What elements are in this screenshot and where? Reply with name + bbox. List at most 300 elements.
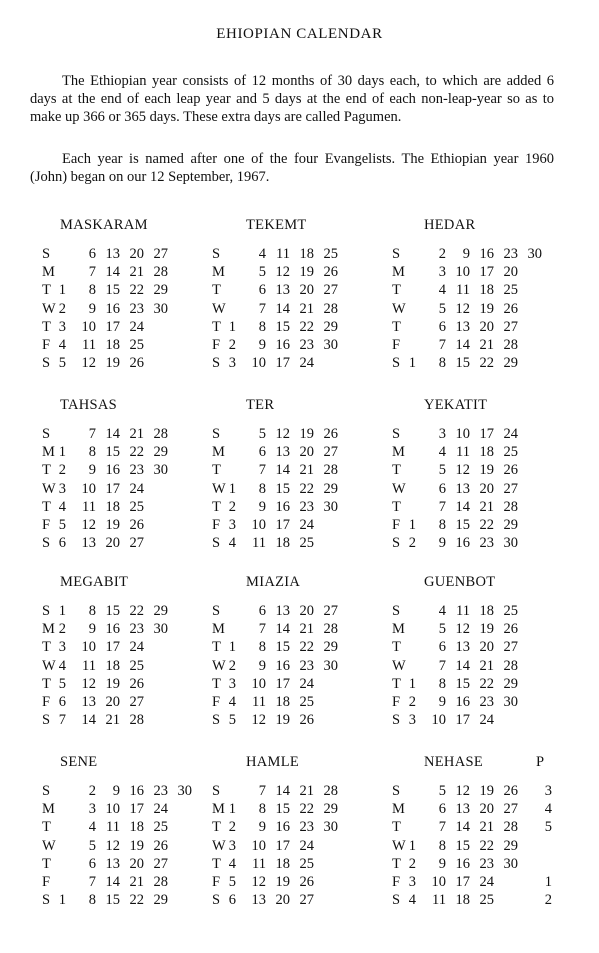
date-cell: 6 [258,282,266,299]
pagumen-day: 1 [544,874,552,890]
week-row [392,676,572,694]
date-cell: 19 [105,675,120,692]
date-cell: 5 [438,783,446,799]
weekday-label: F [392,517,401,533]
weekday-label: S [392,603,401,619]
date-cell: 3 [58,639,66,656]
week-row [42,264,222,282]
weekday-label: W [392,657,406,674]
date-cell: 18 [105,498,120,515]
date-cell: 15 [455,837,470,854]
date-cell: 28 [503,819,518,836]
date-cell: 2 [88,783,96,799]
date-cell: 30 [323,498,338,515]
weekday-label: T [392,819,401,836]
date-cell: 5 [228,874,236,890]
date-cell: 8 [438,837,446,854]
date-cell: 17 [479,264,494,281]
month-hedar [392,217,572,372]
date-cell: 18 [455,892,470,909]
date-cell: 10 [251,355,266,372]
date-cell: 8 [88,603,96,619]
date-cell: 24 [503,426,518,442]
date-cell: 1 [228,639,236,656]
date-cell: 5 [88,837,96,854]
date-cell: 16 [455,855,470,872]
week-row [212,712,392,730]
date-cell: 13 [105,246,120,262]
date-cell: 11 [252,855,266,872]
date-cell: 11 [252,694,266,710]
date-cell: 25 [299,535,314,552]
date-cell: 28 [153,426,168,442]
week-row [212,535,392,553]
date-cell: 6 [438,801,446,818]
date-cell: 4 [438,444,446,461]
date-cell: 15 [105,444,120,461]
weekday-label: T [212,282,221,299]
month-name: TAHSAS [60,397,118,413]
weekday-label: M [42,444,55,461]
weekday-label: S [392,535,401,552]
week-row [212,603,392,621]
date-cell: 11 [456,282,470,299]
date-cell: 5 [438,462,446,479]
weekday-label: T [212,498,221,515]
date-cell: 21 [299,621,314,638]
weekday-label: S [42,783,51,799]
date-cell: 29 [503,675,518,692]
date-cell: 20 [299,282,314,299]
week-row [212,426,392,444]
date-cell: 12 [105,837,120,854]
date-cell: 29 [503,355,518,372]
date-cell: 23 [129,462,144,479]
date-cell: 4 [58,337,66,353]
date-cell: 30 [323,819,338,836]
date-cell: 9 [258,337,266,353]
intro-paragraph: The Ethiopian year consists of 12 months of 30 days each, to which are added 6 days at the end of each leap year and 5 days at the end of each non-leap-year so as to make up 366 or 365 days. These extra days are called Pagumen. [30,73,554,125]
month-miazia [212,574,392,729]
date-cell: 4 [58,498,66,515]
date-cell: 29 [323,480,338,497]
date-cell: 30 [153,462,168,479]
date-cell: 8 [258,318,266,335]
date-cell: 21 [479,819,494,836]
date-cell: 12 [455,462,470,479]
date-cell: 8 [88,892,96,909]
week-row [392,337,572,355]
month-name: HAMLE [246,754,300,770]
date-cell: 10 [251,675,266,692]
date-cell: 30 [153,300,168,317]
date-cell: 16 [275,657,290,674]
date-cell: 1 [408,517,416,533]
weekday-label: S [392,355,401,372]
date-cell: 12 [455,300,470,317]
date-cell: 17 [105,639,120,656]
date-cell: 7 [88,426,96,442]
date-cell: 14 [81,712,96,729]
date-cell: 3 [88,801,96,818]
weekday-label: S [392,712,401,729]
date-cell: 30 [153,621,168,638]
date-cell: 17 [479,426,494,442]
date-cell: 24 [129,480,144,497]
pagumen-day: 2 [544,892,552,909]
date-cell: 14 [275,300,290,317]
date-cell: 2 [228,337,236,353]
date-cell: 9 [258,498,266,515]
week-row [392,694,572,712]
date-cell: 14 [105,874,120,890]
week-row [42,355,222,373]
weekday-label: M [42,264,55,281]
date-cell: 19 [479,462,494,479]
date-cell: 18 [299,246,314,262]
date-cell: 27 [153,855,168,872]
date-cell: 30 [323,657,338,674]
date-cell: 29 [153,603,168,619]
date-cell: 14 [455,819,470,836]
date-cell: 18 [479,603,494,619]
week-row [392,639,572,657]
date-cell: 13 [455,318,470,335]
week-row [42,517,222,535]
date-cell: 12 [251,874,266,890]
date-cell: 25 [503,282,518,299]
date-cell: 3 [228,517,236,533]
weekday-label: M [392,801,405,818]
weekday-label: S [392,426,401,442]
week-row [212,783,392,801]
date-cell: 29 [323,639,338,656]
date-cell: 21 [129,874,144,890]
month-name: YEKATIT [424,397,488,413]
weekday-label: S [42,246,51,262]
week-row [392,246,572,264]
week-row [212,874,392,892]
weekday-label: T [42,498,51,515]
date-cell: 9 [438,535,446,552]
date-cell: 25 [503,603,518,619]
date-cell: 7 [438,657,446,674]
date-cell: 18 [275,535,290,552]
date-cell: 28 [323,783,338,799]
week-row [42,535,222,553]
week-row [42,819,222,837]
weekday-label: T [392,675,401,692]
week-row [212,499,392,517]
month-yekatit [392,397,572,552]
date-cell: 28 [153,264,168,281]
date-cell: 14 [455,657,470,674]
date-cell: 1 [228,480,236,497]
weekday-label: T [42,639,51,656]
weekday-label: S [212,603,221,619]
weekday-label: F [392,694,401,710]
month-name: TER [246,397,275,413]
weekday-label: T [42,819,51,836]
date-cell: 30 [503,694,518,710]
weekday-label: T [42,462,51,479]
date-cell: 7 [58,712,66,729]
date-cell: 12 [455,783,470,799]
month-tekemt [212,217,392,372]
weekday-label: F [392,337,401,353]
date-cell: 1 [408,675,416,692]
date-cell: 17 [275,355,290,372]
weekday-label: F [42,694,51,710]
date-cell: 8 [258,480,266,497]
date-cell: 2 [408,694,416,710]
month-ter [212,397,392,552]
date-cell: 28 [323,300,338,317]
date-cell: 25 [129,657,144,674]
date-cell: 1 [58,444,66,461]
week-row [42,658,222,676]
date-cell: 19 [299,426,314,442]
date-cell: 1 [228,801,236,818]
date-cell: 6 [88,246,96,262]
date-cell: 4 [228,535,236,552]
weekday-label: T [392,318,401,335]
date-cell: 5 [58,675,66,692]
date-cell: 3 [58,480,66,497]
weekday-label: F [42,517,51,533]
weekday-label: T [212,318,221,335]
week-row [212,462,392,480]
weekday-label: W [212,657,226,674]
pagumen-day: 4 [544,801,552,818]
date-cell: 10 [81,318,96,335]
date-cell: 26 [503,621,518,638]
weekday-label: S [212,426,221,442]
date-cell: 18 [129,819,144,836]
weekday-label: T [212,675,221,692]
date-cell: 13 [455,801,470,818]
date-cell: 21 [129,264,144,281]
date-cell: 26 [129,517,144,533]
date-cell: 9 [258,819,266,836]
date-cell: 15 [105,892,120,909]
date-cell: 1 [58,603,66,619]
date-cell: 27 [129,535,144,552]
week-row [392,856,572,874]
date-cell: 11 [106,819,120,836]
month-name: TEKEMT [246,217,307,233]
weekday-label: W [212,837,226,854]
weekday-label: S [212,535,221,552]
date-cell: 2 [408,535,416,552]
date-cell: 16 [129,783,144,799]
date-cell: 28 [503,498,518,515]
weekday-label: T [212,462,221,479]
date-cell: 3 [408,874,416,890]
date-cell: 26 [299,712,314,729]
date-cell: 4 [258,246,266,262]
date-cell: 29 [323,801,338,818]
weekday-label: M [212,801,225,818]
date-cell: 12 [275,426,290,442]
weekday-label: M [392,444,405,461]
date-cell: 13 [455,480,470,497]
date-cell: 12 [275,264,290,281]
date-cell: 10 [455,426,470,442]
date-cell: 17 [129,801,144,818]
month-name: MIAZIA [246,574,301,590]
date-cell: 14 [105,426,120,442]
weekday-label: F [212,517,221,533]
date-cell: 26 [503,300,518,317]
week-row [42,301,222,319]
week-row [392,319,572,337]
date-cell: 16 [479,246,494,262]
week-row [42,282,222,300]
date-cell: 25 [129,498,144,515]
date-cell: 4 [228,694,236,710]
date-cell: 10 [251,517,266,533]
date-cell: 16 [105,621,120,638]
week-row [392,499,572,517]
date-cell: 21 [299,462,314,479]
date-cell: 22 [299,480,314,497]
date-cell: 7 [438,498,446,515]
date-cell: 30 [503,855,518,872]
date-cell: 20 [479,318,494,335]
week-row [392,301,572,319]
month-name: HEDAR [424,217,476,233]
weekday-label: S [42,355,51,372]
date-cell: 15 [275,318,290,335]
date-cell: 22 [479,517,494,533]
week-row [212,337,392,355]
date-cell: 7 [438,337,446,353]
date-cell: 20 [503,264,518,281]
date-cell: 25 [479,892,494,909]
date-cell: 3 [58,318,66,335]
date-cell: 7 [258,783,266,799]
weekday-label: T [42,282,51,299]
date-cell: 27 [323,282,338,299]
week-row [212,264,392,282]
week-row [42,801,222,819]
date-cell: 6 [258,603,266,619]
date-cell: 6 [228,892,236,909]
date-cell: 22 [299,318,314,335]
date-cell: 20 [105,535,120,552]
date-cell: 26 [299,874,314,890]
date-cell: 8 [88,282,96,299]
date-cell: 14 [455,498,470,515]
weekday-label: S [42,892,51,909]
weekday-label: T [392,498,401,515]
weekday-label: M [212,621,225,638]
date-cell: 14 [275,621,290,638]
weekday-label: T [212,855,221,872]
date-cell: 6 [258,444,266,461]
date-cell: 22 [129,444,144,461]
date-cell: 19 [299,264,314,281]
date-cell: 18 [105,657,120,674]
date-cell: 26 [503,462,518,479]
date-cell: 15 [275,801,290,818]
date-cell: 3 [438,426,446,442]
week-row [212,355,392,373]
week-row [392,444,572,462]
date-cell: 11 [456,603,470,619]
date-cell: 27 [503,801,518,818]
date-cell: 16 [455,694,470,710]
date-cell: 26 [153,837,168,854]
date-cell: 5 [58,355,66,372]
weekday-label: T [392,639,401,656]
date-cell: 17 [275,675,290,692]
date-cell: 7 [88,874,96,890]
weekday-label: M [392,621,405,638]
date-cell: 5 [228,712,236,729]
date-cell: 16 [105,300,120,317]
date-cell: 28 [503,337,518,353]
date-cell: 29 [503,517,518,533]
week-row [392,355,572,373]
date-cell: 9 [112,783,120,799]
date-cell: 28 [323,462,338,479]
date-cell: 9 [88,300,96,317]
week-row [42,712,222,730]
weekday-label: S [42,426,51,442]
weekday-label: T [212,639,221,656]
date-cell: 24 [479,712,494,729]
date-cell: 3 [438,264,446,281]
date-cell: 24 [129,318,144,335]
date-cell: 17 [455,874,470,890]
date-cell: 3 [228,837,236,854]
date-cell: 8 [438,675,446,692]
date-cell: 17 [105,480,120,497]
weekday-label: F [42,874,51,890]
date-cell: 22 [479,675,494,692]
weekday-label: T [42,318,51,335]
week-row [392,838,572,856]
week-row [212,319,392,337]
date-cell: 18 [105,337,120,353]
week-row [42,639,222,657]
week-row [212,892,392,910]
date-cell: 27 [323,444,338,461]
date-cell: 2 [58,462,66,479]
date-cell: 19 [105,355,120,372]
date-cell: 11 [432,892,446,909]
page-title: EHIOPIAN CALENDAR [216,26,383,42]
weekday-label: W [392,300,406,317]
week-row [42,856,222,874]
date-cell: 22 [129,892,144,909]
date-cell: 4 [438,282,446,299]
date-cell: 15 [275,480,290,497]
date-cell: 4 [228,855,236,872]
date-cell: 20 [129,855,144,872]
week-row [212,282,392,300]
weekday-label: F [392,874,401,890]
date-cell: 29 [153,892,168,909]
date-cell: 11 [82,498,96,515]
date-cell: 24 [299,837,314,854]
week-row [212,246,392,264]
date-cell: 25 [153,819,168,836]
date-cell: 26 [129,355,144,372]
date-cell: 22 [129,603,144,619]
